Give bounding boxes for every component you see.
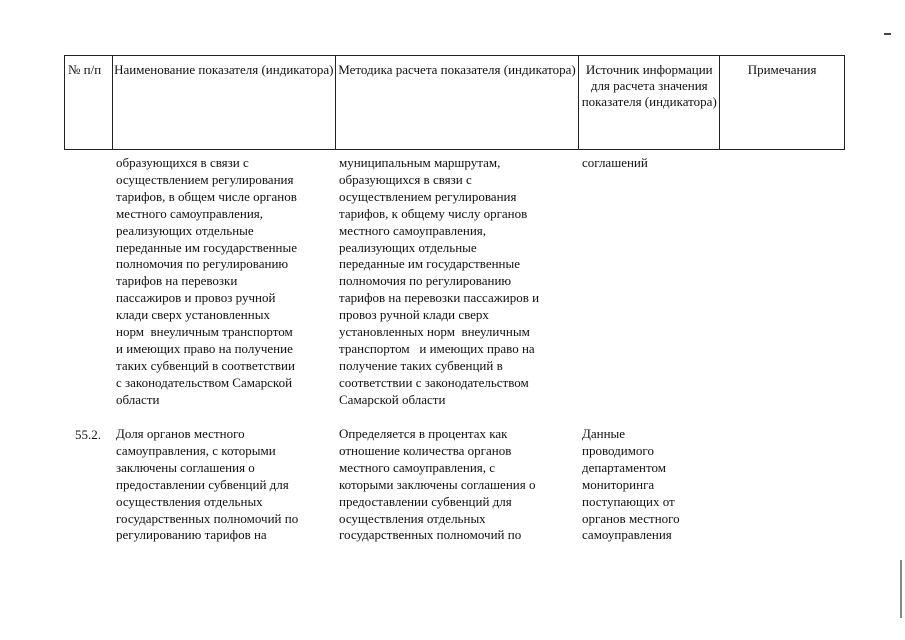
header-data-source: Источник информации для расчета значения показателя (индикатора) bbox=[579, 56, 720, 149]
cont-row-source: соглашений bbox=[582, 155, 648, 170]
cont-row-method: муниципальным маршрутам, образующихся в связи с осуществлением регулирования тарифов, к общему числу органов местного самоуправления, реализующих отдельные переданные им государственные полномочия по регулированию тарифов на перевозки пассажиров и провоз ручной клади сверх установленных норм внеуличным транспортом и имеющих право на получение таких субвенций в соответствии с законодательством Самарской области bbox=[339, 155, 540, 407]
header-notes: Примечания bbox=[747, 62, 817, 77]
row-indicator-name: Доля органов местного самоуправления, с которыми заключены соглашения о предоставлении субвенций для осуществления отдельных государственных полномочий по регулированию тарифов на bbox=[116, 426, 299, 543]
cont-row-name: образующихся в связи с осуществлением регулирования тарифов, в общем числе органов местного самоуправления, реализующих отдельные переданные им государственные полномочия по регулированию тарифов на перевозки пассажиров и провоз ручной клади сверх установленных норм внеуличным транспортом и имеющих право на получение таких субвенций в соответствии с законодательством Самарской области bbox=[116, 155, 298, 407]
row-calculation-method: Определяется в процентах как отношение количества органов местного самоуправления, с которыми заключены соглашения о предоставлении субвенций для осуществления отдельных государственных полномочий по bbox=[339, 426, 536, 543]
header-number: № п/п bbox=[65, 56, 113, 149]
header-calculation-method: Методика расчета показателя (индикатора) bbox=[336, 56, 580, 149]
scan-mark bbox=[884, 33, 891, 35]
row-number: 55.2. bbox=[75, 427, 101, 442]
row-data-source: Данные проводимого департаментом мониторинга поступающих от органов местного самоуправления bbox=[582, 426, 680, 543]
header-indicator-name: Наименование показателя (индикатора) bbox=[113, 56, 336, 149]
table-header bbox=[64, 55, 845, 150]
scan-edge bbox=[900, 560, 902, 618]
